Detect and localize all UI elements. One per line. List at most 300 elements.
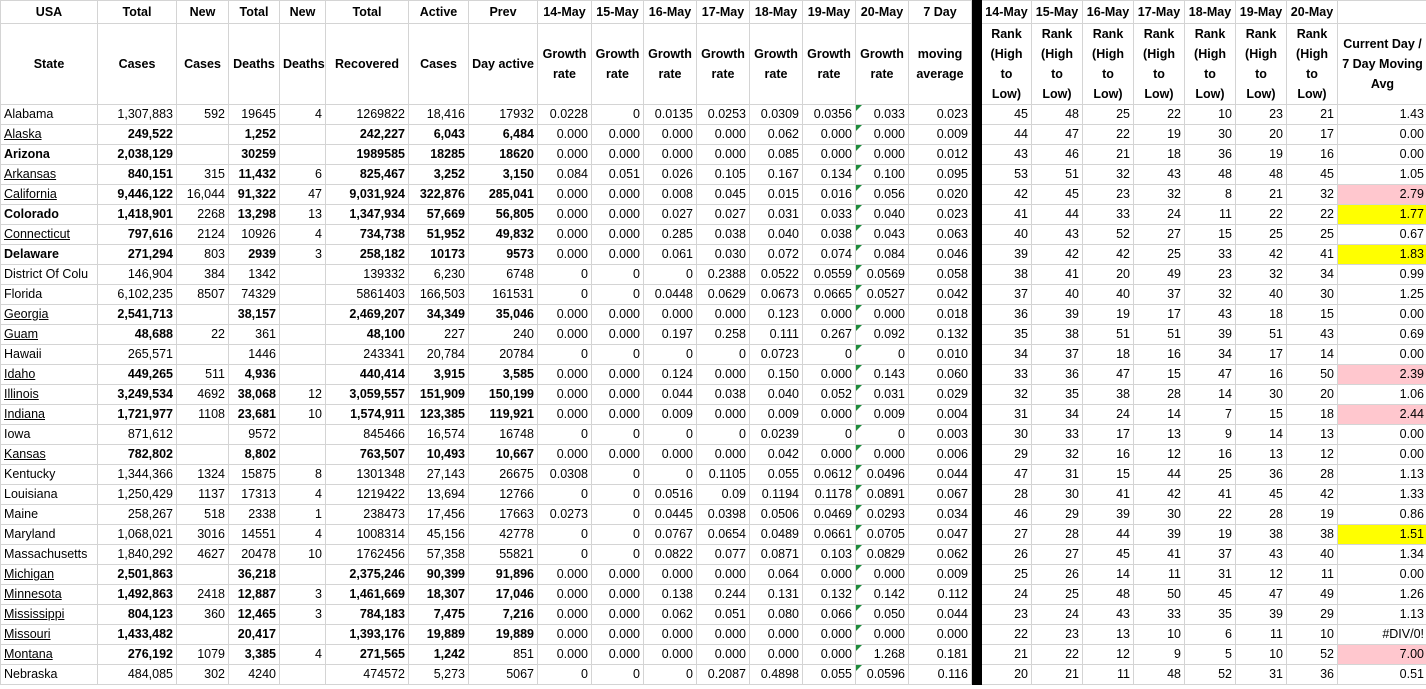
state-cell[interactable]: Alabama — [1, 105, 98, 125]
total-cases-cell[interactable]: 1,418,901 — [98, 205, 177, 225]
new-cases-cell[interactable]: 4692 — [177, 385, 229, 405]
active-cases-cell[interactable]: 45,156 — [409, 525, 469, 545]
rank-15-may-cell[interactable]: 40 — [1032, 285, 1083, 305]
state-cell[interactable]: Montana — [1, 645, 98, 665]
rank-15-may-cell[interactable]: 24 — [1032, 605, 1083, 625]
header-row-2-cell-col-20[interactable]: Rank (High to Low) — [1134, 24, 1185, 105]
total-cases-cell[interactable]: 1,250,429 — [98, 485, 177, 505]
growth-16-may-cell[interactable]: 0.000 — [644, 145, 697, 165]
total-cases-cell[interactable]: 1,068,021 — [98, 525, 177, 545]
rank-19-may-cell[interactable]: 10 — [1236, 645, 1287, 665]
rank-19-may-cell[interactable]: 39 — [1236, 605, 1287, 625]
growth-19-may-cell[interactable]: 0.103 — [803, 545, 856, 565]
header-row-2-cell-col-7[interactable]: Day active — [469, 24, 538, 105]
growth-19-may-cell[interactable]: 0.000 — [803, 405, 856, 425]
new-cases-cell[interactable] — [177, 445, 229, 465]
new-deaths-cell[interactable]: 10 — [280, 545, 326, 565]
growth-14-may-cell[interactable]: 0.000 — [538, 365, 592, 385]
prev-day-active-cell[interactable]: 5067 — [469, 665, 538, 685]
rank-17-may-cell[interactable]: 9 — [1134, 645, 1185, 665]
rank-15-may-cell[interactable]: 28 — [1032, 525, 1083, 545]
growth-14-may-cell[interactable]: 0.000 — [538, 185, 592, 205]
state-cell[interactable]: Indiana — [1, 405, 98, 425]
growth-18-may-cell[interactable]: 0.062 — [750, 125, 803, 145]
growth-14-may-cell[interactable]: 0.000 — [538, 385, 592, 405]
growth-19-may-cell[interactable]: 0.0356 — [803, 105, 856, 125]
total-deaths-cell[interactable]: 19645 — [229, 105, 280, 125]
rank-19-may-cell[interactable]: 30 — [1236, 385, 1287, 405]
new-deaths-cell[interactable] — [280, 325, 326, 345]
prev-day-active-cell[interactable]: 3,150 — [469, 165, 538, 185]
rank-16-may-cell[interactable]: 12 — [1083, 645, 1134, 665]
rank-18-may-cell[interactable]: 11 — [1185, 205, 1236, 225]
total-deaths-cell[interactable]: 74329 — [229, 285, 280, 305]
prev-day-active-cell[interactable]: 161531 — [469, 285, 538, 305]
state-cell[interactable]: California — [1, 185, 98, 205]
recovered-cell[interactable]: 3,059,557 — [326, 385, 409, 405]
new-cases-cell[interactable]: 803 — [177, 245, 229, 265]
state-cell[interactable]: Florida — [1, 285, 98, 305]
active-cases-cell[interactable]: 5,273 — [409, 665, 469, 685]
rank-16-may-cell[interactable]: 47 — [1083, 365, 1134, 385]
header-row-1-cell-col-20[interactable]: 17-May — [1134, 1, 1185, 24]
rank-16-may-cell[interactable]: 40 — [1083, 285, 1134, 305]
total-cases-cell[interactable]: 1,840,292 — [98, 545, 177, 565]
rank-20-may-cell[interactable]: 21 — [1287, 105, 1338, 125]
recovered-cell[interactable]: 139332 — [326, 265, 409, 285]
growth-15-may-cell[interactable]: 0 — [592, 425, 644, 445]
recovered-cell[interactable]: 48,100 — [326, 325, 409, 345]
new-cases-cell[interactable]: 518 — [177, 505, 229, 525]
total-deaths-cell[interactable]: 10926 — [229, 225, 280, 245]
recovered-cell[interactable]: 1301348 — [326, 465, 409, 485]
moving-average-cell[interactable]: 0.042 — [909, 285, 972, 305]
growth-20-may-cell[interactable]: 0.0596 — [856, 665, 909, 685]
header-row-2-cell-col-6[interactable]: Cases — [409, 24, 469, 105]
header-row-1-cell-col-24[interactable] — [1338, 1, 1426, 24]
total-deaths-cell[interactable]: 2338 — [229, 505, 280, 525]
rank-20-may-cell[interactable]: 49 — [1287, 585, 1338, 605]
rank-15-may-cell[interactable]: 46 — [1032, 145, 1083, 165]
prev-day-active-cell[interactable]: 17,046 — [469, 585, 538, 605]
recovered-cell[interactable]: 1008314 — [326, 525, 409, 545]
rank-18-may-cell[interactable]: 15 — [1185, 225, 1236, 245]
recovered-cell[interactable]: 9,031,924 — [326, 185, 409, 205]
rank-19-may-cell[interactable]: 51 — [1236, 325, 1287, 345]
moving-average-cell[interactable]: 0.004 — [909, 405, 972, 425]
current-vs-moving-avg-cell[interactable]: 1.43 — [1338, 105, 1426, 125]
active-cases-cell[interactable]: 6,043 — [409, 125, 469, 145]
moving-average-cell[interactable]: 0.003 — [909, 425, 972, 445]
rank-18-may-cell[interactable]: 43 — [1185, 305, 1236, 325]
growth-15-may-cell[interactable]: 0.000 — [592, 205, 644, 225]
prev-day-active-cell[interactable]: 10,667 — [469, 445, 538, 465]
new-cases-cell[interactable]: 302 — [177, 665, 229, 685]
growth-18-may-cell[interactable]: 0.150 — [750, 365, 803, 385]
rank-20-may-cell[interactable]: 43 — [1287, 325, 1338, 345]
growth-20-may-cell[interactable]: 0.092 — [856, 325, 909, 345]
rank-17-may-cell[interactable]: 48 — [1134, 665, 1185, 685]
prev-day-active-cell[interactable]: 119,921 — [469, 405, 538, 425]
header-row-2-cell-col-14[interactable]: Growth rate — [856, 24, 909, 105]
total-deaths-cell[interactable]: 1342 — [229, 265, 280, 285]
growth-14-may-cell[interactable]: 0 — [538, 665, 592, 685]
growth-15-may-cell[interactable]: 0.000 — [592, 405, 644, 425]
new-deaths-cell[interactable]: 12 — [280, 385, 326, 405]
rank-15-may-cell[interactable]: 25 — [1032, 585, 1083, 605]
rank-20-may-cell[interactable]: 10 — [1287, 625, 1338, 645]
active-cases-cell[interactable]: 166,503 — [409, 285, 469, 305]
current-vs-moving-avg-cell[interactable]: 1.83 — [1338, 245, 1426, 265]
growth-20-may-cell[interactable]: 0.0705 — [856, 525, 909, 545]
header-row-2-cell-col-18[interactable]: Rank (High to Low) — [1032, 24, 1083, 105]
rank-16-may-cell[interactable]: 11 — [1083, 665, 1134, 685]
rank-19-may-cell[interactable]: 15 — [1236, 405, 1287, 425]
growth-17-may-cell[interactable]: 0.000 — [697, 305, 750, 325]
total-cases-cell[interactable]: 449,265 — [98, 365, 177, 385]
state-cell[interactable]: Missouri — [1, 625, 98, 645]
rank-19-may-cell[interactable]: 47 — [1236, 585, 1287, 605]
recovered-cell[interactable]: 243341 — [326, 345, 409, 365]
rank-17-may-cell[interactable]: 10 — [1134, 625, 1185, 645]
active-cases-cell[interactable]: 3,252 — [409, 165, 469, 185]
growth-19-may-cell[interactable]: 0.066 — [803, 605, 856, 625]
recovered-cell[interactable]: 271,565 — [326, 645, 409, 665]
rank-15-may-cell[interactable]: 47 — [1032, 125, 1083, 145]
recovered-cell[interactable]: 1,574,911 — [326, 405, 409, 425]
growth-15-may-cell[interactable]: 0.000 — [592, 145, 644, 165]
growth-14-may-cell[interactable]: 0.000 — [538, 605, 592, 625]
rank-14-may-cell[interactable]: 39 — [982, 245, 1032, 265]
growth-16-may-cell[interactable]: 0.285 — [644, 225, 697, 245]
growth-16-may-cell[interactable]: 0.0445 — [644, 505, 697, 525]
new-deaths-cell[interactable]: 10 — [280, 405, 326, 425]
state-cell[interactable]: Guam — [1, 325, 98, 345]
rank-19-may-cell[interactable]: 19 — [1236, 145, 1287, 165]
growth-16-may-cell[interactable]: 0.027 — [644, 205, 697, 225]
rank-17-may-cell[interactable]: 51 — [1134, 325, 1185, 345]
recovered-cell[interactable]: 1269822 — [326, 105, 409, 125]
state-cell[interactable]: Michigan — [1, 565, 98, 585]
rank-18-may-cell[interactable]: 16 — [1185, 445, 1236, 465]
new-deaths-cell[interactable]: 47 — [280, 185, 326, 205]
rank-14-may-cell[interactable]: 31 — [982, 405, 1032, 425]
growth-14-may-cell[interactable]: 0.0308 — [538, 465, 592, 485]
growth-15-may-cell[interactable]: 0 — [592, 525, 644, 545]
growth-17-may-cell[interactable]: 0.0654 — [697, 525, 750, 545]
rank-20-may-cell[interactable]: 19 — [1287, 505, 1338, 525]
total-cases-cell[interactable]: 249,522 — [98, 125, 177, 145]
growth-17-may-cell[interactable]: 0.000 — [697, 365, 750, 385]
rank-18-may-cell[interactable]: 6 — [1185, 625, 1236, 645]
growth-14-may-cell[interactable]: 0 — [538, 285, 592, 305]
rank-20-may-cell[interactable]: 41 — [1287, 245, 1338, 265]
moving-average-cell[interactable]: 0.044 — [909, 465, 972, 485]
rank-18-may-cell[interactable]: 34 — [1185, 345, 1236, 365]
state-cell[interactable]: Mississippi — [1, 605, 98, 625]
header-row-1-cell-col-2[interactable]: New — [177, 1, 229, 24]
moving-average-cell[interactable]: 0.067 — [909, 485, 972, 505]
new-deaths-cell[interactable] — [280, 265, 326, 285]
rank-15-may-cell[interactable]: 43 — [1032, 225, 1083, 245]
growth-15-may-cell[interactable]: 0.000 — [592, 625, 644, 645]
rank-15-may-cell[interactable]: 22 — [1032, 645, 1083, 665]
rank-16-may-cell[interactable]: 22 — [1083, 125, 1134, 145]
active-cases-cell[interactable]: 123,385 — [409, 405, 469, 425]
rank-19-may-cell[interactable]: 25 — [1236, 225, 1287, 245]
growth-18-may-cell[interactable]: 0.0673 — [750, 285, 803, 305]
header-row-1-cell-col-13[interactable]: 19-May — [803, 1, 856, 24]
recovered-cell[interactable]: 734,738 — [326, 225, 409, 245]
growth-15-may-cell[interactable]: 0.000 — [592, 645, 644, 665]
growth-18-may-cell[interactable]: 0.085 — [750, 145, 803, 165]
rank-15-may-cell[interactable]: 37 — [1032, 345, 1083, 365]
growth-20-may-cell[interactable]: 0.031 — [856, 385, 909, 405]
header-row-2-cell-col-5[interactable]: Recovered — [326, 24, 409, 105]
rank-14-may-cell[interactable]: 22 — [982, 625, 1032, 645]
rank-17-may-cell[interactable]: 15 — [1134, 365, 1185, 385]
state-cell[interactable]: Idaho — [1, 365, 98, 385]
recovered-cell[interactable]: 1,347,934 — [326, 205, 409, 225]
growth-17-may-cell[interactable]: 0.000 — [697, 125, 750, 145]
growth-14-may-cell[interactable]: 0 — [538, 425, 592, 445]
total-deaths-cell[interactable]: 11,432 — [229, 165, 280, 185]
growth-18-may-cell[interactable]: 0.072 — [750, 245, 803, 265]
rank-17-may-cell[interactable]: 19 — [1134, 125, 1185, 145]
rank-17-may-cell[interactable]: 44 — [1134, 465, 1185, 485]
rank-20-may-cell[interactable]: 14 — [1287, 345, 1338, 365]
rank-15-may-cell[interactable]: 42 — [1032, 245, 1083, 265]
moving-average-cell[interactable]: 0.062 — [909, 545, 972, 565]
separator-column[interactable] — [972, 1, 982, 24]
new-cases-cell[interactable]: 1079 — [177, 645, 229, 665]
growth-18-may-cell[interactable]: 0.000 — [750, 645, 803, 665]
growth-18-may-cell[interactable]: 0.0871 — [750, 545, 803, 565]
rank-17-may-cell[interactable]: 37 — [1134, 285, 1185, 305]
growth-20-may-cell[interactable]: 0.040 — [856, 205, 909, 225]
rank-14-may-cell[interactable]: 44 — [982, 125, 1032, 145]
total-cases-cell[interactable]: 1,721,977 — [98, 405, 177, 425]
growth-20-may-cell[interactable]: 0.100 — [856, 165, 909, 185]
header-row-1-cell-col-15[interactable]: 7 Day — [909, 1, 972, 24]
rank-20-may-cell[interactable]: 17 — [1287, 125, 1338, 145]
total-cases-cell[interactable]: 3,249,534 — [98, 385, 177, 405]
current-vs-moving-avg-cell[interactable]: 0.86 — [1338, 505, 1426, 525]
growth-15-may-cell[interactable]: 0.000 — [592, 365, 644, 385]
growth-18-may-cell[interactable]: 0.055 — [750, 465, 803, 485]
header-row-1-cell-col-14[interactable]: 20-May — [856, 1, 909, 24]
header-row-1-cell-col-6[interactable]: Active — [409, 1, 469, 24]
total-cases-cell[interactable]: 48,688 — [98, 325, 177, 345]
rank-15-may-cell[interactable]: 38 — [1032, 325, 1083, 345]
rank-18-may-cell[interactable]: 8 — [1185, 185, 1236, 205]
total-cases-cell[interactable]: 276,192 — [98, 645, 177, 665]
new-cases-cell[interactable] — [177, 625, 229, 645]
rank-19-may-cell[interactable]: 16 — [1236, 365, 1287, 385]
growth-17-may-cell[interactable]: 0.000 — [697, 625, 750, 645]
header-row-2-cell-col-2[interactable]: Cases — [177, 24, 229, 105]
rank-15-may-cell[interactable]: 36 — [1032, 365, 1083, 385]
growth-16-may-cell[interactable]: 0.0767 — [644, 525, 697, 545]
state-cell[interactable]: Arkansas — [1, 165, 98, 185]
new-deaths-cell[interactable]: 4 — [280, 525, 326, 545]
growth-14-may-cell[interactable]: 0.084 — [538, 165, 592, 185]
current-vs-moving-avg-cell[interactable]: 0.67 — [1338, 225, 1426, 245]
header-row-1-cell-col-1[interactable]: Total — [98, 1, 177, 24]
new-cases-cell[interactable]: 16,044 — [177, 185, 229, 205]
rank-16-may-cell[interactable]: 25 — [1083, 105, 1134, 125]
new-cases-cell[interactable] — [177, 345, 229, 365]
moving-average-cell[interactable]: 0.012 — [909, 145, 972, 165]
state-cell[interactable]: Alaska — [1, 125, 98, 145]
prev-day-active-cell[interactable]: 35,046 — [469, 305, 538, 325]
current-vs-moving-avg-cell[interactable]: 1.25 — [1338, 285, 1426, 305]
rank-18-may-cell[interactable]: 35 — [1185, 605, 1236, 625]
state-cell[interactable]: Massachusetts — [1, 545, 98, 565]
rank-16-may-cell[interactable]: 32 — [1083, 165, 1134, 185]
total-cases-cell[interactable]: 797,616 — [98, 225, 177, 245]
header-row-1-cell-col-8[interactable]: 14-May — [538, 1, 592, 24]
moving-average-cell[interactable]: 0.000 — [909, 625, 972, 645]
new-deaths-cell[interactable] — [280, 665, 326, 685]
recovered-cell[interactable]: 845466 — [326, 425, 409, 445]
current-vs-moving-avg-cell[interactable]: 0.00 — [1338, 345, 1426, 365]
rank-20-may-cell[interactable]: 50 — [1287, 365, 1338, 385]
current-vs-moving-avg-cell[interactable]: 1.77 — [1338, 205, 1426, 225]
rank-18-may-cell[interactable]: 45 — [1185, 585, 1236, 605]
total-deaths-cell[interactable]: 38,157 — [229, 305, 280, 325]
current-vs-moving-avg-cell[interactable]: 0.00 — [1338, 445, 1426, 465]
rank-17-may-cell[interactable]: 32 — [1134, 185, 1185, 205]
rank-14-may-cell[interactable]: 21 — [982, 645, 1032, 665]
rank-20-may-cell[interactable]: 32 — [1287, 185, 1338, 205]
new-cases-cell[interactable]: 2124 — [177, 225, 229, 245]
growth-14-may-cell[interactable]: 0 — [538, 525, 592, 545]
header-row-2-cell-col-10[interactable]: Growth rate — [644, 24, 697, 105]
rank-16-may-cell[interactable]: 24 — [1083, 405, 1134, 425]
rank-19-may-cell[interactable]: 48 — [1236, 165, 1287, 185]
rank-20-may-cell[interactable]: 38 — [1287, 525, 1338, 545]
growth-14-may-cell[interactable]: 0.000 — [538, 405, 592, 425]
new-deaths-cell[interactable] — [280, 285, 326, 305]
active-cases-cell[interactable]: 10173 — [409, 245, 469, 265]
rank-19-may-cell[interactable]: 28 — [1236, 505, 1287, 525]
growth-19-may-cell[interactable]: 0.000 — [803, 445, 856, 465]
growth-15-may-cell[interactable]: 0.000 — [592, 325, 644, 345]
new-deaths-cell[interactable]: 6 — [280, 165, 326, 185]
prev-day-active-cell[interactable]: 20784 — [469, 345, 538, 365]
new-deaths-cell[interactable]: 3 — [280, 245, 326, 265]
total-cases-cell[interactable]: 1,492,863 — [98, 585, 177, 605]
recovered-cell[interactable]: 242,227 — [326, 125, 409, 145]
rank-17-may-cell[interactable]: 11 — [1134, 565, 1185, 585]
rank-20-may-cell[interactable]: 13 — [1287, 425, 1338, 445]
growth-18-may-cell[interactable]: 0.123 — [750, 305, 803, 325]
header-row-1-cell-col-22[interactable]: 19-May — [1236, 1, 1287, 24]
growth-14-may-cell[interactable]: 0.000 — [538, 305, 592, 325]
rank-14-may-cell[interactable]: 45 — [982, 105, 1032, 125]
growth-15-may-cell[interactable]: 0.000 — [592, 585, 644, 605]
growth-14-may-cell[interactable]: 0.000 — [538, 625, 592, 645]
rank-16-may-cell[interactable]: 33 — [1083, 205, 1134, 225]
total-deaths-cell[interactable]: 14551 — [229, 525, 280, 545]
growth-16-may-cell[interactable]: 0.124 — [644, 365, 697, 385]
rank-14-may-cell[interactable]: 34 — [982, 345, 1032, 365]
moving-average-cell[interactable]: 0.009 — [909, 565, 972, 585]
current-vs-moving-avg-cell[interactable]: 1.05 — [1338, 165, 1426, 185]
growth-18-may-cell[interactable]: 0.0723 — [750, 345, 803, 365]
rank-15-may-cell[interactable]: 48 — [1032, 105, 1083, 125]
growth-15-may-cell[interactable]: 0.000 — [592, 225, 644, 245]
total-cases-cell[interactable]: 146,904 — [98, 265, 177, 285]
active-cases-cell[interactable]: 18,416 — [409, 105, 469, 125]
total-cases-cell[interactable]: 1,433,482 — [98, 625, 177, 645]
state-cell[interactable]: Kansas — [1, 445, 98, 465]
growth-16-may-cell[interactable]: 0.000 — [644, 125, 697, 145]
rank-18-may-cell[interactable]: 9 — [1185, 425, 1236, 445]
current-vs-moving-avg-cell[interactable]: 1.51 — [1338, 525, 1426, 545]
rank-19-may-cell[interactable]: 36 — [1236, 465, 1287, 485]
rank-19-may-cell[interactable]: 45 — [1236, 485, 1287, 505]
prev-day-active-cell[interactable]: 19,889 — [469, 625, 538, 645]
rank-19-may-cell[interactable]: 43 — [1236, 545, 1287, 565]
moving-average-cell[interactable]: 0.058 — [909, 265, 972, 285]
growth-17-may-cell[interactable]: 0.258 — [697, 325, 750, 345]
growth-20-may-cell[interactable]: 0.000 — [856, 445, 909, 465]
rank-19-may-cell[interactable]: 20 — [1236, 125, 1287, 145]
rank-16-may-cell[interactable]: 52 — [1083, 225, 1134, 245]
growth-19-may-cell[interactable]: 0.1178 — [803, 485, 856, 505]
rank-20-may-cell[interactable]: 45 — [1287, 165, 1338, 185]
rank-20-may-cell[interactable]: 40 — [1287, 545, 1338, 565]
growth-15-may-cell[interactable]: 0.000 — [592, 445, 644, 465]
rank-16-may-cell[interactable]: 42 — [1083, 245, 1134, 265]
growth-19-may-cell[interactable]: 0.000 — [803, 645, 856, 665]
new-deaths-cell[interactable] — [280, 345, 326, 365]
rank-19-may-cell[interactable]: 32 — [1236, 265, 1287, 285]
rank-19-may-cell[interactable]: 31 — [1236, 665, 1287, 685]
recovered-cell[interactable]: 1,461,669 — [326, 585, 409, 605]
active-cases-cell[interactable]: 16,574 — [409, 425, 469, 445]
rank-14-may-cell[interactable]: 47 — [982, 465, 1032, 485]
growth-14-may-cell[interactable]: 0.000 — [538, 325, 592, 345]
growth-19-may-cell[interactable]: 0.052 — [803, 385, 856, 405]
header-row-1-cell-col-11[interactable]: 17-May — [697, 1, 750, 24]
growth-17-may-cell[interactable]: 0.000 — [697, 565, 750, 585]
new-deaths-cell[interactable]: 8 — [280, 465, 326, 485]
rank-17-may-cell[interactable]: 13 — [1134, 425, 1185, 445]
growth-15-may-cell[interactable]: 0 — [592, 545, 644, 565]
growth-18-may-cell[interactable]: 0.0506 — [750, 505, 803, 525]
rank-17-may-cell[interactable]: 16 — [1134, 345, 1185, 365]
active-cases-cell[interactable]: 227 — [409, 325, 469, 345]
prev-day-active-cell[interactable]: 18620 — [469, 145, 538, 165]
growth-18-may-cell[interactable]: 0.080 — [750, 605, 803, 625]
growth-18-may-cell[interactable]: 0.0239 — [750, 425, 803, 445]
rank-15-may-cell[interactable]: 30 — [1032, 485, 1083, 505]
header-row-2-cell-col-19[interactable]: Rank (High to Low) — [1083, 24, 1134, 105]
rank-15-may-cell[interactable]: 39 — [1032, 305, 1083, 325]
rank-14-may-cell[interactable]: 26 — [982, 545, 1032, 565]
growth-16-may-cell[interactable]: 0.0448 — [644, 285, 697, 305]
new-cases-cell[interactable]: 4627 — [177, 545, 229, 565]
rank-19-may-cell[interactable]: 21 — [1236, 185, 1287, 205]
rank-17-may-cell[interactable]: 28 — [1134, 385, 1185, 405]
rank-19-may-cell[interactable]: 18 — [1236, 305, 1287, 325]
rank-18-may-cell[interactable]: 25 — [1185, 465, 1236, 485]
total-deaths-cell[interactable]: 9572 — [229, 425, 280, 445]
current-vs-moving-avg-cell[interactable]: 1.26 — [1338, 585, 1426, 605]
